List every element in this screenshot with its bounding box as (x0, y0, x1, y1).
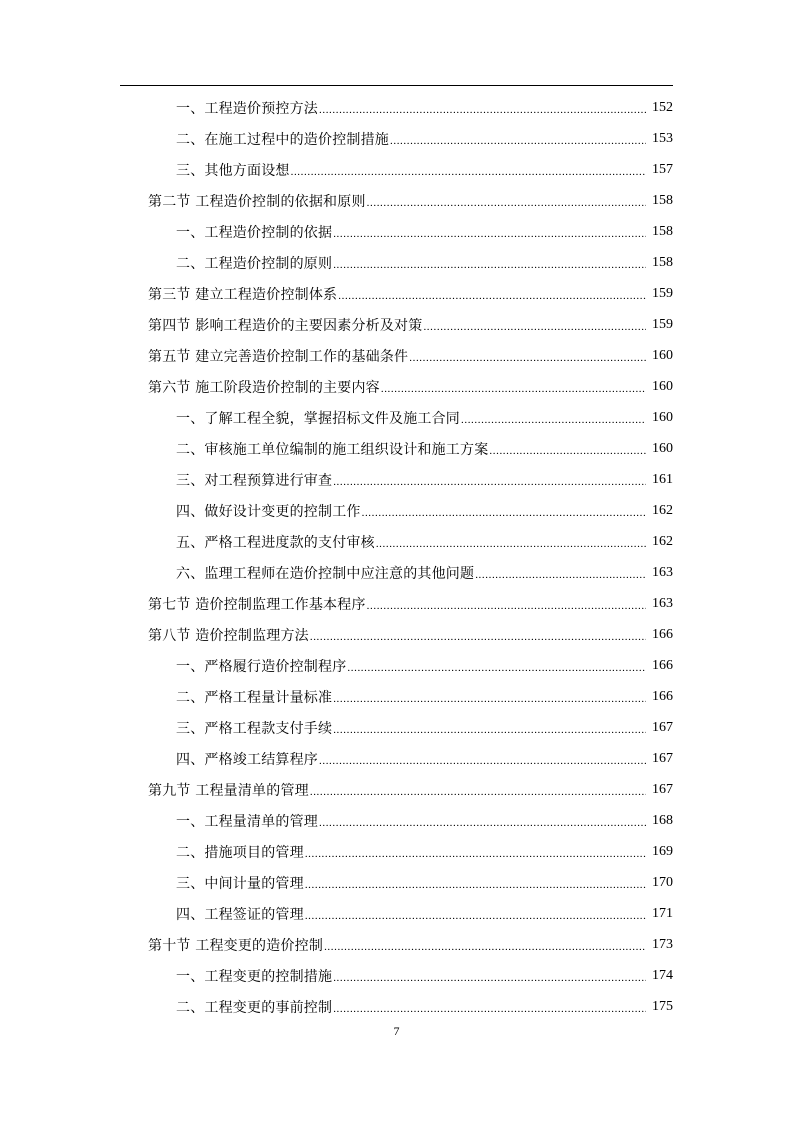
toc-entry-page: 153 (652, 130, 673, 146)
toc-dot-leader (461, 414, 646, 426)
header-rule (120, 85, 673, 86)
toc-dot-leader (376, 538, 646, 550)
toc-entry-title: 二、审核施工单位编制的施工组织设计和施工方案 (176, 441, 489, 458)
toc-entry-title: 六、监理工程师在造价控制中应注意的其他问题 (176, 565, 475, 582)
toc-section-entry[interactable] (0, 309, 793, 340)
toc-entry-page: 170 (652, 874, 673, 890)
toc-entry-page: 166 (652, 626, 673, 642)
toc-dot-leader (333, 693, 646, 705)
toc-entry-title: 二、严格工程量计量标准 (176, 689, 333, 706)
toc-subsection-entry[interactable] (0, 216, 793, 247)
toc-entry-title: 第二节 工程造价控制的依据和原则 (148, 193, 366, 210)
toc-entry-page: 161 (652, 471, 673, 487)
toc-entry-title: 四、严格竣工结算程序 (176, 751, 318, 768)
toc-entry-page: 166 (652, 657, 673, 673)
toc-entry-title: 第十节 工程变更的造价控制 (148, 937, 324, 954)
toc-section-entry[interactable] (0, 929, 793, 960)
toc-dot-leader (475, 569, 646, 581)
toc-subsection-entry[interactable] (0, 464, 793, 495)
toc-entry-title: 第五节 建立完善造价控制工作的基础条件 (148, 348, 409, 365)
toc-entry-page: 175 (652, 998, 673, 1014)
toc-subsection-entry[interactable] (0, 123, 793, 154)
toc-dot-leader (409, 352, 646, 364)
toc-entry-title: 四、工程签证的管理 (176, 906, 304, 923)
toc-subsection-entry[interactable] (0, 681, 793, 712)
toc-entry-page: 157 (652, 161, 673, 177)
toc-entry-title: 第四节 影响工程造价的主要因素分析及对策 (148, 317, 423, 334)
toc-subsection-entry[interactable] (0, 433, 793, 464)
toc-entry-title: 二、工程造价控制的原则 (176, 255, 333, 272)
toc-entry-page: 167 (652, 750, 673, 766)
toc-subsection-entry[interactable] (0, 836, 793, 867)
toc-dot-leader (333, 724, 646, 736)
toc-entry-title: 第三节 建立工程造价控制体系 (148, 286, 338, 303)
toc-entry-title: 第七节 造价控制监理工作基本程序 (148, 596, 366, 613)
toc-subsection-entry[interactable] (0, 712, 793, 743)
toc-entry-page: 159 (652, 285, 673, 301)
toc-subsection-entry[interactable] (0, 526, 793, 557)
toc-dot-leader (367, 197, 646, 209)
toc-section-entry[interactable] (0, 774, 793, 805)
toc-dot-leader (333, 228, 646, 240)
toc-entry-title: 一、严格履行造价控制程序 (176, 658, 347, 675)
toc-entry-title: 三、中间计量的管理 (176, 875, 304, 892)
toc-entry-page: 160 (652, 347, 673, 363)
toc-entry-title: 第九节 工程量清单的管理 (148, 782, 309, 799)
toc-entry-title: 一、工程造价预控方法 (176, 100, 318, 117)
toc-dot-leader (305, 910, 646, 922)
toc-subsection-entry[interactable] (0, 805, 793, 836)
toc-dot-leader (319, 817, 646, 829)
toc-entry-page: 158 (652, 254, 673, 270)
toc-dot-leader (347, 662, 646, 674)
toc-entry-title: 二、在施工过程中的造价控制措施 (176, 131, 389, 148)
toc-entry-page: 163 (652, 564, 673, 580)
toc-entry-page: 160 (652, 409, 673, 425)
toc-dot-leader (310, 631, 646, 643)
toc-entry-title: 第八节 造价控制监理方法 (148, 627, 309, 644)
toc-dot-leader (333, 476, 646, 488)
toc-entry-page: 163 (652, 595, 673, 611)
toc-dot-leader (338, 290, 646, 302)
toc-dot-leader (333, 972, 646, 984)
toc-dot-leader (381, 383, 646, 395)
toc-subsection-entry[interactable] (0, 92, 793, 123)
toc-entry-page: 162 (652, 533, 673, 549)
toc-entry-title: 三、其他方面设想 (176, 162, 290, 179)
toc-section-entry[interactable] (0, 185, 793, 216)
toc-subsection-entry[interactable] (0, 867, 793, 898)
toc-section-entry[interactable] (0, 278, 793, 309)
toc-entry-title: 二、措施项目的管理 (176, 844, 304, 861)
page-number: 7 (393, 1024, 400, 1038)
toc-dot-leader (333, 259, 646, 271)
toc-subsection-entry[interactable] (0, 402, 793, 433)
toc-entry-title: 三、对工程预算进行审查 (176, 472, 333, 489)
toc-dot-leader (390, 135, 646, 147)
toc-entry-page: 168 (652, 812, 673, 828)
toc-entry-page: 171 (652, 905, 673, 921)
toc-dot-leader (319, 104, 646, 116)
toc-subsection-entry[interactable] (0, 898, 793, 929)
toc-dot-leader (291, 166, 646, 178)
toc-dot-leader (333, 1003, 646, 1015)
toc-dot-leader (367, 600, 646, 612)
toc-entry-title: 五、严格工程进度款的支付审核 (176, 534, 375, 551)
toc-entry-page: 158 (652, 223, 673, 239)
toc-entry-page: 174 (652, 967, 673, 983)
toc-subsection-entry[interactable] (0, 960, 793, 991)
toc-entry-title: 一、了解工程全貌，掌握招标文件及施工合同 (176, 410, 460, 427)
toc-subsection-entry[interactable] (0, 743, 793, 774)
toc-entry-title: 一、工程量清单的管理 (176, 813, 318, 830)
toc-subsection-entry[interactable] (0, 247, 793, 278)
toc-entry-page: 169 (652, 843, 673, 859)
toc-dot-leader (319, 755, 646, 767)
toc-entry-page: 167 (652, 781, 673, 797)
toc-subsection-entry[interactable] (0, 557, 793, 588)
toc-entry-page: 158 (652, 192, 673, 208)
toc-section-entry[interactable] (0, 619, 793, 650)
toc-dot-leader (310, 786, 646, 798)
table-of-contents (0, 92, 793, 1022)
toc-subsection-entry[interactable] (0, 495, 793, 526)
toc-entry-title: 四、做好设计变更的控制工作 (176, 503, 361, 520)
toc-dot-leader (305, 879, 646, 891)
toc-subsection-entry[interactable] (0, 991, 793, 1022)
toc-entry-title: 三、严格工程款支付手续 (176, 720, 333, 737)
toc-entry-page: 160 (652, 378, 673, 394)
toc-subsection-entry[interactable] (0, 154, 793, 185)
toc-entry-title: 二、工程变更的事前控制 (176, 999, 333, 1016)
toc-entry-page: 167 (652, 719, 673, 735)
toc-entry-title: 第六节 施工阶段造价控制的主要内容 (148, 379, 380, 396)
toc-entry-page: 159 (652, 316, 673, 332)
toc-section-entry[interactable] (0, 371, 793, 402)
toc-entry-page: 166 (652, 688, 673, 704)
toc-dot-leader (423, 321, 646, 333)
toc-entry-page: 173 (652, 936, 673, 952)
toc-dot-leader (489, 445, 646, 457)
toc-entry-title: 一、工程造价控制的依据 (176, 224, 333, 241)
toc-dot-leader (362, 507, 646, 519)
toc-subsection-entry[interactable] (0, 650, 793, 681)
toc-entry-title: 一、工程变更的控制措施 (176, 968, 333, 985)
toc-dot-leader (324, 941, 646, 953)
toc-section-entry[interactable] (0, 340, 793, 371)
toc-dot-leader (305, 848, 646, 860)
toc-section-entry[interactable] (0, 588, 793, 619)
toc-entry-page: 160 (652, 440, 673, 456)
toc-entry-page: 152 (652, 99, 673, 115)
toc-entry-page: 162 (652, 502, 673, 518)
